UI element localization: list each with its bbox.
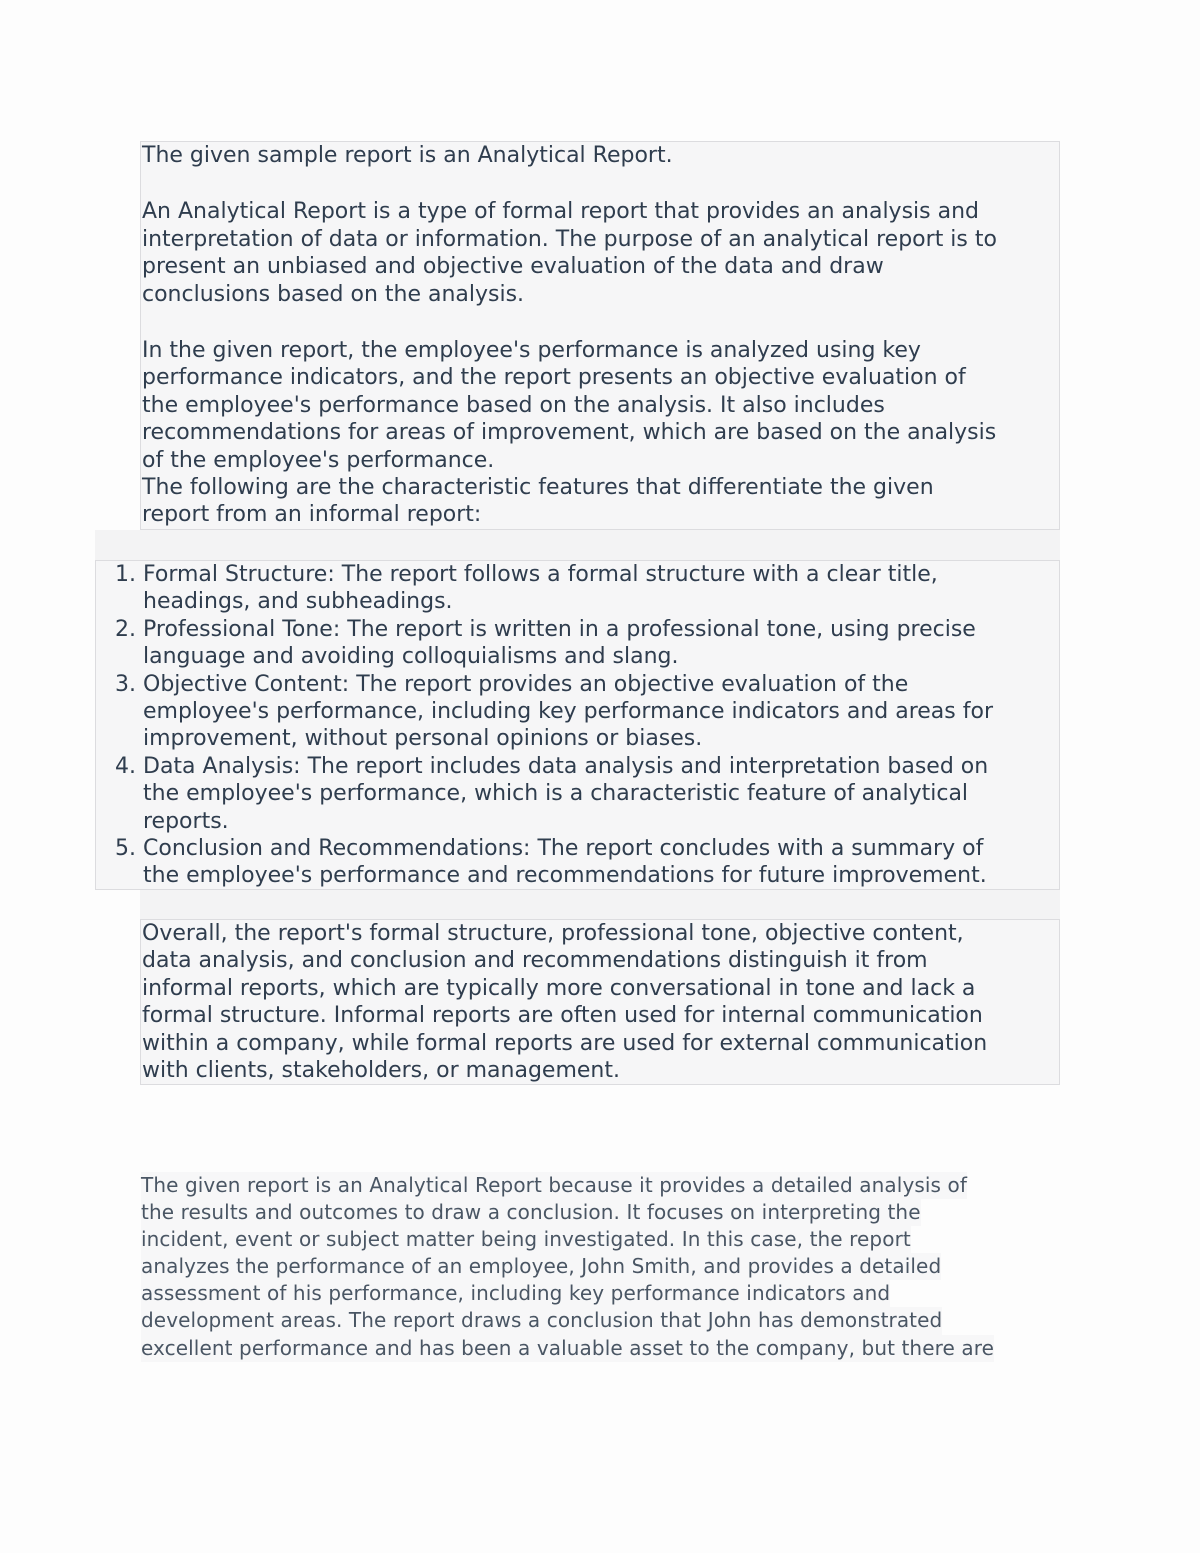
answer-paragraph: [141, 1172, 1071, 1362]
text-line: formal structure. Informal reports are often used for internal communication: [142, 1003, 983, 1029]
overall-section: [140, 919, 1060, 1085]
features-list: [96, 561, 1059, 890]
text-line: recommendations for areas of improvement, which are based on the analysis: [142, 420, 997, 446]
text-line: In the given report, the employee's performance is analyzed using key: [142, 338, 921, 364]
text-line: Formal Structure: The report follows a formal structure with a clear title,: [143, 562, 938, 587]
list-number: 5.: [115, 836, 136, 862]
text-line: analyzes the performance of an employee, John Smith, and provides a detailed: [141, 1253, 941, 1280]
text-line: Overall, the report's formal structure, professional tone, objective content,: [142, 921, 964, 946]
text-line: The following are the characteristic features that differentiate the given: [142, 475, 934, 501]
list-number: 4.: [115, 753, 136, 779]
text-line: improvement, without personal opinions or biases.: [143, 726, 703, 752]
text-line: performance indicators, and the report presents an objective evaluation of: [142, 365, 966, 391]
text-line: Professional Tone: The report is written in a professional tone, using precise: [143, 616, 976, 642]
text-line: language and avoiding colloquialisms and slang.: [143, 644, 679, 670]
analysis-paragraph: [142, 337, 1059, 529]
list-item: [96, 835, 1059, 890]
list-item: [96, 561, 1059, 616]
text-line: the results and outcomes to draw a conclusion. It focuses on interpreting the: [141, 1199, 921, 1226]
text-line: within a company, while formal reports are used for external communication: [142, 1030, 988, 1056]
features-list-section: [95, 560, 1060, 890]
text-line: of the employee's performance.: [142, 447, 495, 473]
definition-paragraph: [142, 198, 1059, 308]
text-line: report from an informal report:: [142, 502, 482, 528]
text-line: Conclusion and Recommendations: The report concludes with a summary of: [143, 836, 984, 862]
list-item: [96, 671, 1059, 753]
text-line: with clients, stakeholders, or management.: [142, 1058, 620, 1084]
list-number: 3.: [115, 671, 136, 697]
text-line: reports.: [143, 808, 229, 834]
intro-section: [140, 141, 1060, 530]
list-item: [96, 616, 1059, 671]
text-line: Objective Content: The report provides an objective evaluation of the: [143, 671, 909, 697]
text-line: the employee's performance and recommendations for future improvement.: [143, 863, 987, 889]
text-line: the employee's performance based on the analysis. It also includes: [142, 392, 885, 418]
text-line: headings, and subheadings.: [143, 589, 453, 615]
text-line: Data Analysis: The report includes data analysis and interpretation based on: [143, 753, 989, 779]
text-line: the employee's performance, which is a characteristic feature of analytical: [143, 781, 969, 807]
text-line: employee's performance, including key performance indicators and areas for: [143, 699, 993, 725]
section-spacer: [140, 890, 1060, 919]
text-line: An Analytical Report is a type of formal report that provides an analysis and: [142, 199, 979, 225]
text-line: excellent performance and has been a valuable asset to the company, but there are: [141, 1335, 994, 1362]
text-line: assessment of his performance, including key performance indicators and: [141, 1280, 890, 1307]
text-line: conclusions based on the analysis.: [142, 281, 525, 307]
list-number: 1.: [115, 562, 136, 587]
section-spacer: [95, 530, 1060, 560]
text-line: development areas. The report draws a conclusion that John has demonstrated: [141, 1307, 942, 1334]
text-line: present an unbiased and objective evaluation of the data and draw: [142, 254, 884, 280]
text-line: The given report is an Analytical Report because it provides a detailed analysis of: [141, 1172, 967, 1199]
list-number: 2.: [115, 616, 136, 642]
text-line: data analysis, and conclusion and recommendations distinguish it from: [142, 948, 928, 974]
intro-line: The given sample report is an Analytical Report.: [142, 143, 673, 168]
text-line: incident, event or subject matter being investigated. In this case, the report: [141, 1226, 911, 1253]
text-line: interpretation of data or information. The purpose of an analytical report is to: [142, 226, 997, 252]
list-item: [96, 753, 1059, 835]
text-line: informal reports, which are typically more conversational in tone and lack a: [142, 975, 976, 1001]
